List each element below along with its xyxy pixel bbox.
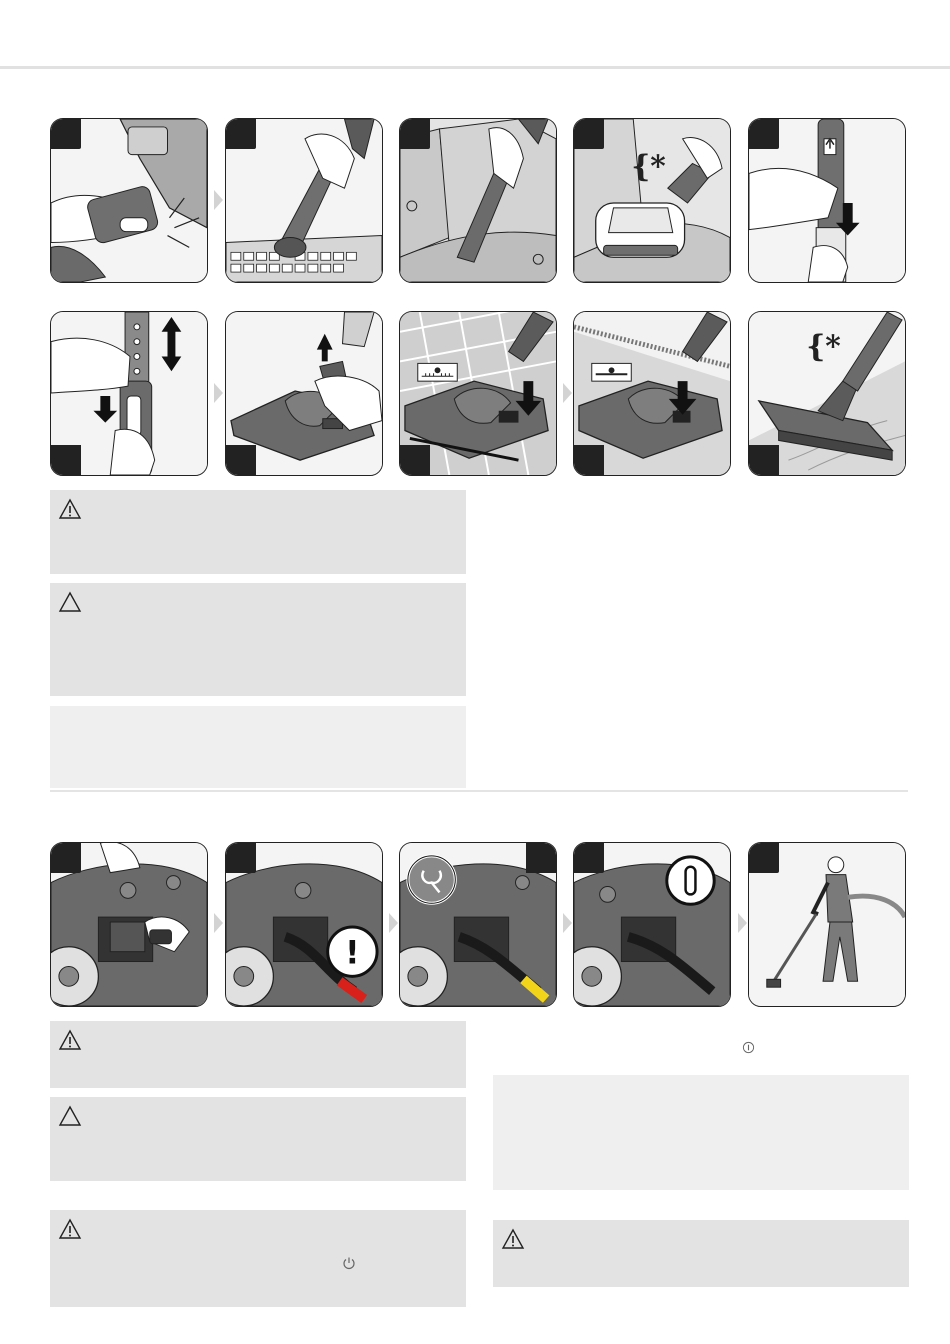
- sequence-arrow: [563, 383, 572, 403]
- step-number-tab: [51, 445, 81, 475]
- step-panel-telescopic-tube: [748, 118, 906, 283]
- warning-triangle-icon: [58, 1029, 82, 1051]
- step-number-tab: [526, 843, 556, 873]
- step-number-tab: [400, 119, 430, 149]
- step-number-tab: [749, 119, 779, 149]
- warning-triangle-icon: [501, 1228, 525, 1250]
- step-number-tab: [574, 445, 604, 475]
- caution-note-2: [50, 1097, 466, 1181]
- step-number-tab: [749, 843, 779, 873]
- step-number-tab: [51, 119, 81, 149]
- info-note-1: [50, 706, 466, 788]
- step-number-tab: [226, 843, 256, 873]
- info-circle-icon: [742, 1041, 755, 1054]
- step-panel-unplug: [50, 842, 208, 1007]
- caution-triangle-icon: [58, 591, 82, 613]
- info-note-2: [493, 1075, 909, 1190]
- warning-note-4: [493, 1220, 909, 1287]
- step-panel-turbo-brush: [573, 118, 731, 283]
- warning-triangle-icon: [58, 1218, 82, 1240]
- step-number-tab: [226, 119, 256, 149]
- optional-accessory-mark: {*: [806, 328, 841, 364]
- step-panel-vacuuming-person: [748, 842, 906, 1007]
- sequence-arrow: [214, 913, 223, 933]
- caution-triangle-icon: [58, 1105, 82, 1127]
- sequence-arrow: [738, 913, 747, 933]
- warning-note-3: [50, 1210, 466, 1307]
- step-number-tab: [749, 445, 779, 475]
- power-icon: [342, 1256, 356, 1270]
- sequence-arrow: [214, 383, 223, 403]
- step-number-tab: [574, 843, 604, 873]
- warning-triangle-icon: [58, 498, 82, 520]
- step-number-tab: [574, 119, 604, 149]
- step-panel-cord-yellow-mark: [399, 842, 557, 1007]
- caution-note-1: [50, 583, 466, 696]
- step-panel-carpet-setting: [399, 311, 557, 476]
- sequence-arrow: [563, 913, 572, 933]
- step-number-tab: [226, 445, 256, 475]
- step-panel-cord-red-mark: [225, 842, 383, 1007]
- step-panel-cord-fully-out: [573, 842, 731, 1007]
- sequence-arrow: [389, 913, 398, 933]
- step-number-tab: [400, 445, 430, 475]
- step-panel-hose-connect: [50, 118, 208, 283]
- optional-accessory-mark: {*: [631, 148, 666, 184]
- warning-note-1: [50, 490, 466, 574]
- warning-note-2: [50, 1021, 466, 1088]
- step-panel-floor-nozzle-attach: [225, 311, 383, 476]
- top-rule: [0, 66, 950, 69]
- step-panel-crevice-tool: [399, 118, 557, 283]
- step-panel-upholstery-nozzle: [225, 118, 383, 283]
- step-number-tab: [51, 843, 81, 873]
- sequence-arrow: [214, 190, 223, 210]
- section-divider: [50, 790, 908, 792]
- step-panel-tube-adjust: [50, 311, 208, 476]
- exclamation-icon: !: [345, 935, 360, 972]
- step-panel-parquet-brush: [748, 311, 906, 476]
- step-panel-hard-floor-setting: [573, 311, 731, 476]
